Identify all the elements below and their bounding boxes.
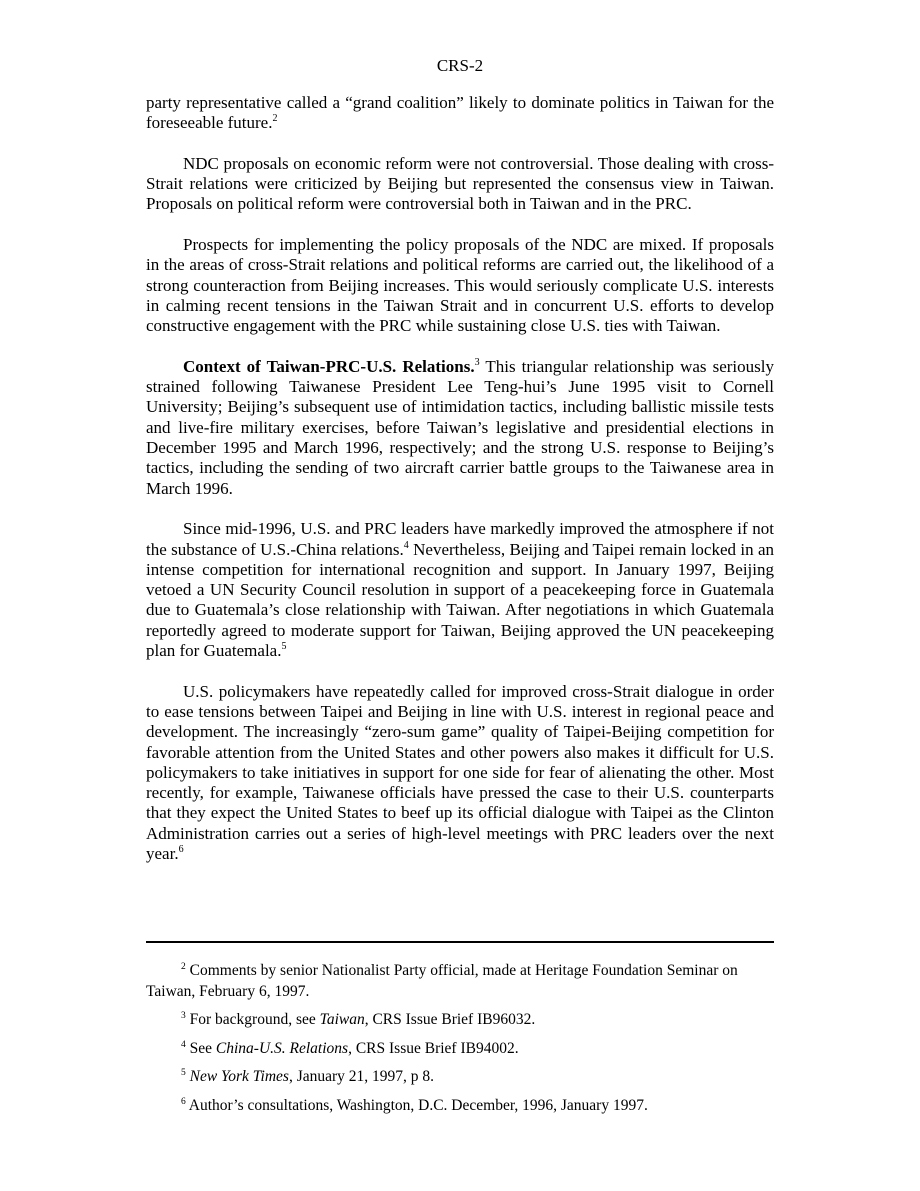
footnote-divider	[146, 941, 774, 943]
footnote-text: Author’s consultations, Washington, D.C. December, 1996, January 1997.	[185, 1096, 648, 1114]
page-number: CRS-2	[436, 56, 484, 75]
paragraph-6	[146, 682, 774, 865]
footnote-3	[146, 1010, 774, 1031]
footnote-2	[146, 961, 774, 1002]
footnote-5	[146, 1067, 774, 1088]
section-heading: Context of Taiwan-PRC-U.S. Relations.	[183, 356, 475, 376]
paragraph-text: Since mid-1996, U.S. and PRC leaders have markedly improved the atmosphere if not the substance of U.S.-China relations.	[146, 519, 774, 559]
footnote-number: 4	[181, 1039, 186, 1050]
footnote-number: 5	[181, 1068, 186, 1078]
footnote-ref-5: 5	[281, 641, 287, 653]
paragraph-3	[146, 235, 774, 336]
footnote-title: New York Times	[189, 1068, 289, 1085]
paragraph-2	[146, 154, 774, 215]
footnote-ref-3: 3	[474, 356, 480, 368]
footnote-text: , CRS Issue Brief IB94002.	[348, 1039, 519, 1057]
paragraph-text: party representative called a “grand coalition” likely to dominate politics in Taiwan for the foreseeable future.	[146, 93, 774, 133]
footnote-number: 6	[181, 1096, 186, 1107]
paragraph-5	[146, 519, 774, 661]
footnotes	[146, 961, 774, 1124]
paragraph-text: Nevertheless, Beijing and Taipei remain locked in an intense competition for international recognition and support. In January 1997, Beijing vetoed a UN Security Council resolution in support of a peacekeeping force in Guatemala due to Guatemala’s close relationship with Taiwan. After negotiations in which Guatemala reportedly agreed to moderate support for Taiwan, Beijing approved the UN peacekeeping plan for Guatemala.	[146, 539, 775, 661]
footnote-ref-2: 2	[272, 113, 278, 125]
report-body	[146, 93, 774, 885]
footnote-4	[146, 1039, 774, 1060]
footnote-ref-6: 6	[178, 843, 184, 855]
footnote-6	[146, 1096, 774, 1117]
footnote-text: For background, see	[185, 1011, 320, 1028]
paragraph-text: This triangular relationship was seriously strained following Taiwanese President Lee Teng-hui’s June 1995 visit to Cornell University; Beijing’s subsequent use of intimidation tactics, including ballistic missile tests and live-fire military exercises, before Taiwan’s legislative and presidential elections in December 1995 and March 1996, respectively; and the strong U.S. response to Beijing’s tactics, including the sending of two aircraft carrier battle groups to the Taiwanese area in March 1996.	[146, 356, 774, 498]
footnote-text: Comments by senior Nationalist Party official, made at Heritage Foundation Seminar on Taiwan, February 6, 1997.	[146, 962, 738, 1000]
footnote-text: , CRS Issue Brief IB96032.	[364, 1011, 536, 1028]
paragraph-4	[146, 357, 774, 499]
footnote-title: Taiwan	[319, 1011, 365, 1028]
footnote-title: China-U.S. Relations	[215, 1039, 349, 1057]
footnote-text: See	[185, 1039, 216, 1057]
footnote-text: , January 21, 1997, p 8.	[288, 1068, 435, 1085]
paragraph-text: U.S. policymakers have repeatedly called for improved cross-Strait dialogue in order to ease tensions between Taipei and Beijing in line with U.S. interest in regional peace and development. The increasingly “zero-sum game” quality of Taipei-Beijing competition for favorable attention from the United States and other powers also makes it difficult for U.S. policymakers to take initiatives in support for one side for fear of alienating the other. Most recently, for example, Taiwanese officials have pressed the case to their U.S. counterparts that they expect the United States to beef up its official dialogue with Taipei as the Clinton Administration carries out a series of high-level meetings with PRC leaders over the next year.	[146, 681, 774, 863]
paragraph-text: NDC proposals on economic reform were not controversial. Those dealing with cross-Strait relations were criticized by Beijing but represented the consensus view in Taiwan. Proposals on political reform were controversial both in Taiwan and in the PRC.	[146, 153, 774, 214]
footnote-ref-4: 4	[403, 539, 409, 551]
footnote-number: 3	[181, 1011, 186, 1021]
footnote-number: 2	[181, 962, 186, 972]
paragraph-text: Prospects for implementing the policy proposals of the NDC are mixed. If proposals in the areas of cross-Strait relations and political reforms are carried out, the likelihood of a strong counteraction from Beijing increases. This would seriously complicate U.S. interests in calming recent tensions in the Taiwan Strait and in concurrent U.S. efforts to develop constructive engagement with the PRC while sustaining close U.S. ties with Taiwan.	[146, 235, 774, 336]
paragraph-1	[146, 93, 774, 134]
